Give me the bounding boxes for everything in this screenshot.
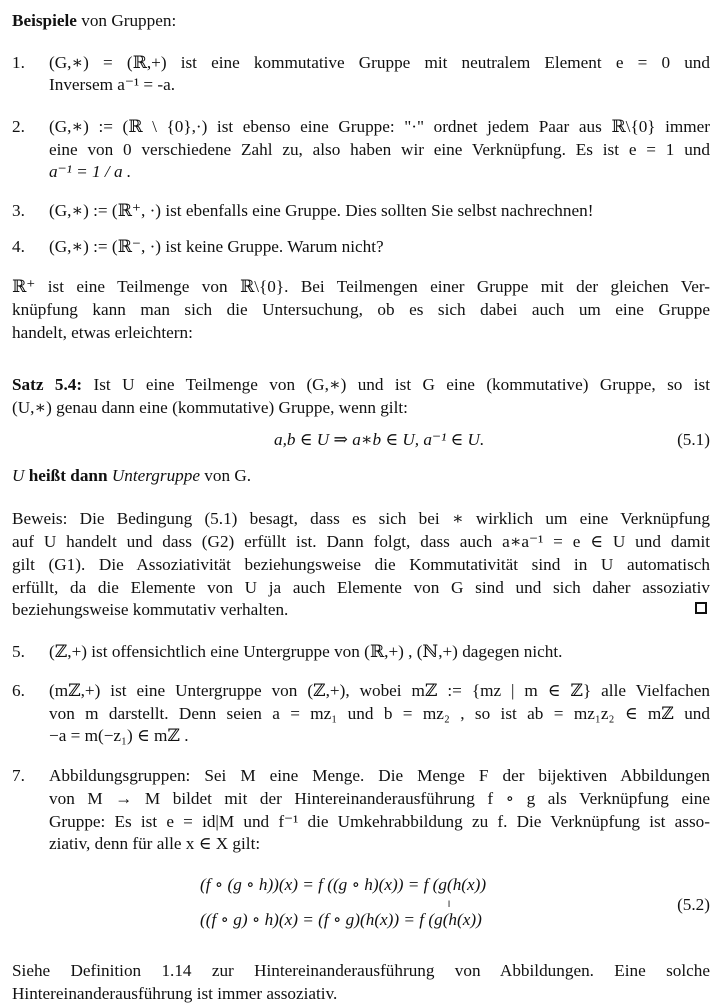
proof-line: Beweis: Die Bedingung (5.1) besagt, dass es sich bei ∗ wirklich um eine Verknüpfung	[12, 509, 710, 528]
theorem-text: Ist U eine Teilmenge von (G,∗) und ist G eine (kommutative) Gruppe, so ist	[93, 375, 710, 394]
section-heading	[12, 10, 710, 33]
theorem-label: Satz 5.4:	[12, 375, 83, 394]
equation-number: (5.2)	[677, 895, 710, 914]
item-line: (ℤ,+) ist offensichtlich eine Untergruppe von (ℝ,+) , (ℕ,+) dagegen nicht.	[49, 642, 563, 661]
proof-line: beziehungsweise kommutativ verhalten.	[12, 600, 289, 619]
item-line: Inversem a⁻¹ = -a.	[49, 75, 176, 94]
equation-number: (5.1)	[677, 430, 710, 449]
item-line: −a = m(−z₁) ∈ mℤ .	[49, 726, 189, 745]
proof-line: gilt (G1). Die Assoziativität beziehungsweise die Kommutativität sind in U automatisch	[12, 555, 710, 574]
item-line: a⁻¹ = 1 / a .	[49, 162, 132, 181]
term-untergruppe: Untergruppe	[111, 466, 200, 485]
item-line: Gruppe: Es ist e = id|M und f⁻¹ die Umkehrabbildung zu f. Die Verknüpfung ist asso-	[49, 812, 710, 831]
item-line: (G,∗) := (ℝ \ {0},·) ist ebenso eine Gruppe: "·" ordnet jedem Paar aus ℝ\{0} immer	[49, 117, 710, 136]
item-line: ziativ, denn für alle x ∈ X gilt:	[49, 834, 261, 853]
item-line: (mℤ,+) ist eine Untergruppe von (ℤ,+), wobei mℤ := {mz | m ∈ ℤ} alle Vielfachen	[49, 681, 710, 700]
paragraph-line: knüpfung kann man sich die Untersuchung, ob es sich dabei auch um eine Gruppe	[12, 300, 710, 319]
paragraph-line: handelt, etwas erleichtern:	[12, 323, 193, 342]
item-line: (G,∗) := (ℝ⁻, ·) ist keine Gruppe. Warum nicht?	[49, 237, 384, 256]
item-number: 3.	[12, 201, 25, 220]
item-line: eine von 0 verschiedene Zahl zu, also haben wir eine Verknüpfung. Es ist e = 1 und	[49, 140, 710, 159]
equation-line-2: ((f ∘ g) ∘ h)(x) = (f ∘ g)(h(x)) = f (g(h(x))	[200, 910, 482, 929]
item-number: 2.	[12, 117, 25, 136]
after-text: von G.	[199, 466, 252, 485]
item-line: (G,∗) = (ℝ,+) ist eine kommutative Gruppe mit neutralem Element e = 0 und	[49, 53, 710, 72]
equation-line-1: (f ∘ (g ∘ h))(x) = f ((g ∘ h)(x)) = f (g(h(x))	[200, 875, 487, 894]
item-number: 5.	[12, 642, 25, 661]
heading-rest: von Gruppen:	[76, 11, 177, 30]
theorem-after	[12, 465, 710, 488]
paragraph-line: Hintereinanderausführung ist immer assoziativ.	[12, 984, 338, 1003]
item-line: (G,∗) := (ℝ⁺, ·) ist ebenfalls eine Gruppe. Dies sollten Sie selbst nachrechnen!	[49, 201, 594, 220]
equals-sign: ‖	[448, 899, 451, 909]
qed-square-icon	[695, 602, 707, 614]
theorem-line-2: (U,∗) genau dann eine (kommutative) Gruppe, wenn gilt:	[12, 398, 408, 417]
proof-line: auf U handelt und dass (G2) erfüllt ist. Dann folgt, dass auch a∗a⁻¹ = e ∈ U und damit	[12, 532, 710, 551]
paragraph-line: Siehe Definition 1.14 zur Hintereinanderausführung von Abbildungen. Eine solche	[12, 961, 710, 980]
item-line: von M → M bildet mit der Hintereinanderausführung f ∘ g als Verknüpfung eine	[49, 789, 710, 808]
item-line: Abbildungsgruppen: Sei M eine Menge. Die Menge F der bijektiven Abbildungen	[49, 766, 710, 785]
theorem-line-1	[12, 374, 710, 397]
item-line: von m darstellt. Denn seien a = mz₁ und b = mz₂ , so ist ab = mz₁z₂ ∈ mℤ und	[49, 704, 710, 723]
heading-bold: Beispiele	[12, 11, 77, 30]
item-number: 7.	[12, 766, 25, 785]
item-number: 1.	[12, 53, 25, 72]
item-number: 4.	[12, 237, 25, 256]
equation-5-1: a,b ∈ U ⇒ a∗b ∈ U, a⁻¹ ∈ U.	[274, 430, 485, 449]
var-u: U	[12, 466, 25, 485]
proof-line: erfüllt, da die Elemente von U ja auch Elemente von G sind und sich daher assoziativ	[12, 578, 710, 597]
after-text: heißt dann	[24, 466, 112, 485]
paragraph-line: ℝ⁺ ist eine Teilmenge von ℝ\{0}. Bei Teilmengen einer Gruppe mit der gleichen Ver-	[12, 277, 710, 296]
item-number: 6.	[12, 681, 25, 700]
